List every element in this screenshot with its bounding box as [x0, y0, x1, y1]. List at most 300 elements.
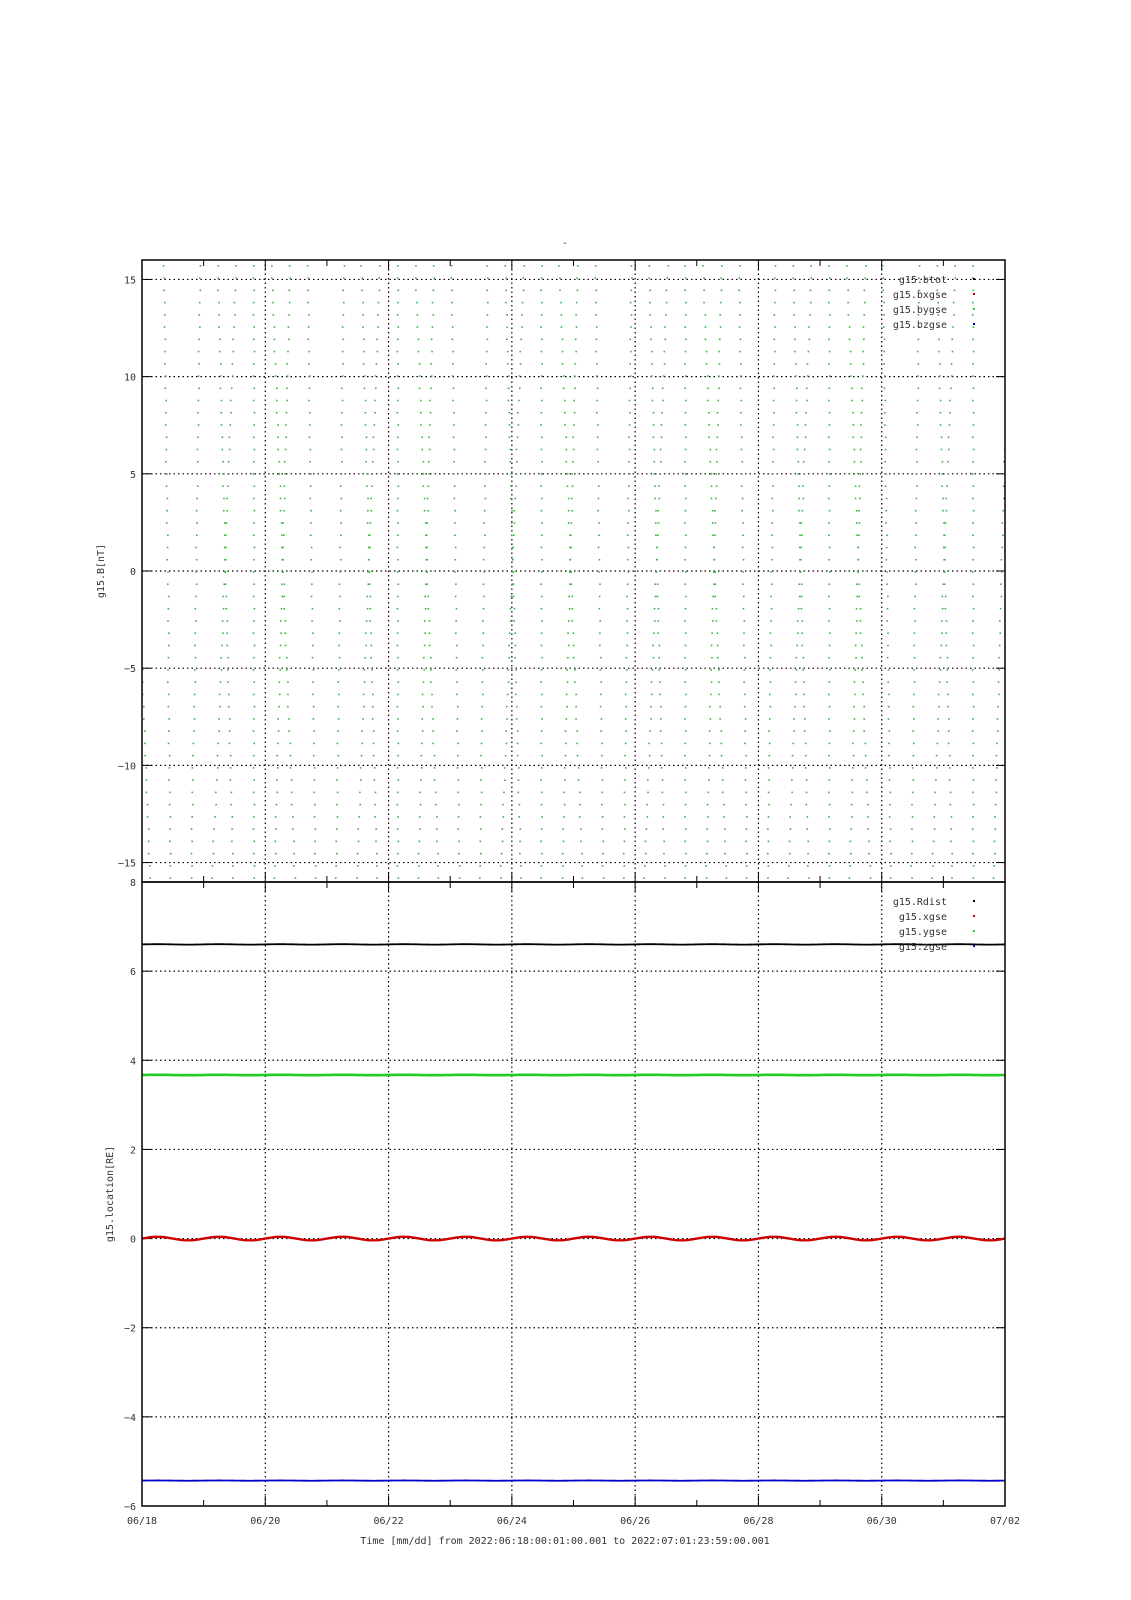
data-point	[579, 792, 581, 794]
data-point	[314, 779, 316, 781]
data-point	[685, 473, 687, 475]
data-point	[800, 571, 802, 573]
data-point	[429, 645, 431, 647]
data-point	[972, 375, 974, 377]
data-point	[253, 314, 255, 316]
data-point	[278, 706, 280, 708]
data-point	[564, 767, 566, 769]
data-point	[281, 596, 283, 598]
data-point	[310, 473, 312, 475]
data-point	[740, 363, 742, 365]
data-point	[431, 694, 433, 696]
data-point	[519, 828, 521, 830]
data-point	[357, 853, 359, 855]
data-point	[576, 277, 578, 279]
data-point	[198, 339, 200, 341]
data-point	[276, 755, 278, 757]
data-point	[569, 547, 571, 549]
data-point	[941, 620, 943, 622]
data-point	[486, 400, 488, 402]
data-point	[397, 767, 399, 769]
data-point	[279, 657, 281, 659]
data-point	[522, 277, 524, 279]
data-point	[540, 485, 542, 487]
data-point	[953, 302, 955, 304]
data-point	[773, 424, 775, 426]
data-point	[774, 326, 776, 328]
data-point	[373, 449, 375, 451]
data-point	[572, 596, 574, 598]
data-point	[342, 290, 344, 292]
data-point	[429, 449, 431, 451]
data-point	[363, 706, 365, 708]
data-point	[666, 290, 668, 292]
data-point	[598, 534, 600, 536]
data-point	[367, 608, 369, 610]
data-point	[884, 387, 886, 389]
data-point	[810, 290, 812, 292]
data-point	[684, 559, 686, 561]
data-point	[339, 571, 341, 573]
data-point	[801, 632, 803, 634]
data-point	[421, 718, 423, 720]
data-point	[629, 400, 631, 402]
data-point	[653, 436, 655, 438]
data-point	[685, 375, 687, 377]
data-point	[562, 828, 564, 830]
data-point	[955, 277, 957, 279]
data-point	[288, 730, 290, 732]
data-point	[397, 596, 399, 598]
data-point	[197, 449, 199, 451]
data-point	[513, 620, 515, 622]
data-point	[998, 694, 1000, 696]
data-point	[627, 632, 629, 634]
data-point	[483, 583, 485, 585]
data-point	[938, 339, 940, 341]
data-point	[773, 375, 775, 377]
data-point	[850, 351, 852, 353]
data-point	[576, 326, 578, 328]
data-point	[195, 681, 197, 683]
data-point	[574, 412, 576, 414]
data-point	[625, 718, 627, 720]
data-point	[198, 363, 200, 365]
data-point	[519, 351, 521, 353]
data-point	[148, 828, 150, 830]
data-point	[566, 669, 568, 671]
data-point	[829, 571, 831, 573]
data-point	[376, 853, 378, 855]
data-point	[513, 596, 515, 598]
data-point	[541, 730, 543, 732]
data-point	[796, 387, 798, 389]
data-point	[598, 498, 600, 500]
data-point	[684, 743, 686, 745]
data-point	[803, 498, 805, 500]
data-point	[220, 681, 222, 683]
data-point	[541, 461, 543, 463]
data-point	[308, 400, 310, 402]
data-point	[862, 681, 864, 683]
data-point	[212, 865, 214, 867]
data-point	[426, 583, 428, 585]
data-point	[852, 767, 854, 769]
data-point	[313, 730, 315, 732]
data-point	[313, 755, 315, 757]
data-point	[883, 351, 885, 353]
data-point	[854, 681, 856, 683]
data-point	[286, 400, 288, 402]
data-point	[580, 828, 582, 830]
data-point	[314, 841, 316, 843]
data-point	[805, 767, 807, 769]
data-point	[829, 743, 831, 745]
data-point	[541, 265, 543, 267]
data-point	[452, 326, 454, 328]
data-point	[973, 424, 975, 426]
data-point	[652, 669, 654, 671]
data-point	[279, 473, 281, 475]
data-point	[541, 645, 543, 647]
data-point	[596, 375, 598, 377]
data-point	[804, 449, 806, 451]
data-point	[311, 620, 313, 622]
data-point	[742, 522, 744, 524]
data-point	[313, 743, 315, 745]
data-point	[308, 363, 310, 365]
data-point	[862, 694, 864, 696]
data-point	[568, 510, 570, 512]
data-point	[803, 681, 805, 683]
data-point	[398, 290, 400, 292]
data-point	[376, 865, 378, 867]
data-point	[232, 877, 234, 879]
data-point	[426, 522, 428, 524]
data-point	[626, 657, 628, 659]
data-point	[846, 265, 848, 267]
data-point	[662, 779, 664, 781]
data-point	[918, 339, 920, 341]
data-point	[192, 755, 194, 757]
data-point	[774, 339, 776, 341]
data-point	[456, 694, 458, 696]
data-point	[651, 351, 653, 353]
data-point	[649, 755, 651, 757]
data-point	[828, 461, 830, 463]
data-point	[657, 510, 659, 512]
data-point	[228, 694, 230, 696]
data-point	[829, 547, 831, 549]
data-point	[577, 755, 579, 757]
data-point	[829, 865, 831, 867]
data-point	[371, 669, 373, 671]
data-point	[367, 596, 369, 598]
data-point	[366, 436, 368, 438]
data-point	[286, 387, 288, 389]
data-point	[945, 596, 947, 598]
data-point	[771, 534, 773, 536]
data-point	[288, 290, 290, 292]
data-point	[510, 449, 512, 451]
data-point	[807, 816, 809, 818]
data-point	[859, 522, 861, 524]
data-point	[217, 290, 219, 292]
data-point	[310, 449, 312, 451]
data-point	[228, 706, 230, 708]
data-point	[722, 779, 724, 781]
data-point	[806, 400, 808, 402]
data-point	[685, 436, 687, 438]
data-point	[230, 412, 232, 414]
data-point	[864, 277, 866, 279]
data-point	[829, 730, 831, 732]
data-point	[277, 767, 279, 769]
data-point	[168, 657, 170, 659]
data-point	[950, 841, 952, 843]
data-point	[454, 510, 456, 512]
data-point	[626, 645, 628, 647]
data-point	[657, 596, 659, 598]
data-point	[666, 302, 668, 304]
data-point	[541, 792, 543, 794]
data-point	[912, 816, 914, 818]
data-point	[419, 841, 421, 843]
data-point	[793, 730, 795, 732]
data-point	[711, 657, 713, 659]
data-point	[802, 510, 804, 512]
data-point	[337, 730, 339, 732]
data-point	[801, 522, 803, 524]
data-point	[275, 853, 277, 855]
data-point	[368, 534, 370, 536]
data-point	[292, 816, 294, 818]
data-point	[807, 853, 809, 855]
data-point	[684, 485, 686, 487]
location-panel	[105, 878, 1005, 1513]
data-point	[192, 804, 194, 806]
data-point	[479, 841, 481, 843]
data-point	[685, 865, 687, 867]
data-point	[946, 645, 948, 647]
data-point	[166, 436, 168, 438]
data-point	[772, 510, 774, 512]
data-point	[398, 841, 400, 843]
data-point	[374, 424, 376, 426]
data-point	[792, 743, 794, 745]
data-point	[868, 853, 870, 855]
data-point	[625, 743, 627, 745]
data-point	[566, 718, 568, 720]
data-point	[643, 877, 645, 879]
data-point	[721, 290, 723, 292]
data-point	[522, 302, 524, 304]
data-point	[888, 755, 890, 757]
data-point	[947, 473, 949, 475]
data-point	[510, 620, 512, 622]
data-point	[282, 522, 284, 524]
data-point	[511, 510, 513, 512]
data-point	[423, 473, 425, 475]
data-point	[253, 400, 255, 402]
data-point	[885, 522, 887, 524]
data-point	[973, 706, 975, 708]
data-point	[805, 436, 807, 438]
data-point	[568, 645, 570, 647]
data-point	[685, 449, 687, 451]
data-point	[745, 841, 747, 843]
data-point	[741, 436, 743, 438]
data-point	[911, 853, 913, 855]
data-point	[480, 804, 482, 806]
data-point	[515, 485, 517, 487]
legend-marker	[973, 945, 975, 947]
data-point	[856, 583, 858, 585]
data-point	[574, 669, 576, 671]
data-point	[993, 865, 995, 867]
data-point	[870, 877, 872, 879]
data-point	[506, 706, 508, 708]
data-point	[509, 412, 511, 414]
data-point	[286, 436, 288, 438]
data-point	[659, 681, 661, 683]
data-point	[567, 485, 569, 487]
data-point	[715, 473, 717, 475]
data-point	[864, 302, 866, 304]
data-point	[417, 326, 419, 328]
data-point	[502, 816, 504, 818]
data-point	[146, 792, 148, 794]
data-point	[805, 424, 807, 426]
data-point	[569, 608, 571, 610]
data-point	[453, 412, 455, 414]
data-point	[580, 841, 582, 843]
data-point	[771, 559, 773, 561]
data-point	[418, 865, 420, 867]
data-point	[859, 583, 861, 585]
data-point	[194, 632, 196, 634]
data-point	[828, 816, 830, 818]
data-point	[1001, 559, 1003, 561]
data-point	[163, 265, 165, 267]
data-point	[793, 302, 795, 304]
data-point	[508, 400, 510, 402]
data-point	[559, 277, 561, 279]
data-point	[631, 290, 633, 292]
data-point	[706, 877, 708, 879]
data-point	[852, 424, 854, 426]
data-point	[275, 841, 277, 843]
data-point	[198, 314, 200, 316]
data-point	[853, 755, 855, 757]
data-point	[887, 596, 889, 598]
data-point	[253, 681, 255, 683]
data-point	[829, 804, 831, 806]
data-point	[540, 841, 542, 843]
data-point	[857, 571, 859, 573]
data-point	[357, 828, 359, 830]
data-point	[426, 571, 428, 573]
data-point	[828, 339, 830, 341]
data-point	[516, 461, 518, 463]
data-point	[913, 755, 915, 757]
data-point	[283, 583, 285, 585]
data-point	[742, 583, 744, 585]
data-point	[808, 877, 810, 879]
data-point	[540, 424, 542, 426]
data-point	[253, 669, 255, 671]
data-point	[711, 498, 713, 500]
data-point	[743, 645, 745, 647]
data-point	[502, 804, 504, 806]
data-point	[364, 375, 366, 377]
data-point	[540, 326, 542, 328]
data-point	[577, 265, 579, 267]
data-point	[573, 424, 575, 426]
data-point	[254, 547, 256, 549]
data-point	[451, 302, 453, 304]
data-point	[741, 473, 743, 475]
data-point	[602, 779, 604, 781]
data-point	[397, 534, 399, 536]
data-point	[364, 657, 366, 659]
data-point	[627, 559, 629, 561]
data-point	[829, 632, 831, 634]
data-point	[430, 669, 432, 671]
data-point	[310, 510, 312, 512]
data-point	[854, 461, 856, 463]
data-point	[363, 694, 365, 696]
data-point	[707, 400, 709, 402]
data-point	[343, 339, 345, 341]
data-point	[951, 877, 953, 879]
data-point	[947, 657, 949, 659]
data-point	[973, 645, 975, 647]
data-point	[229, 449, 231, 451]
data-point	[487, 277, 489, 279]
data-point	[339, 608, 341, 610]
data-point	[601, 755, 603, 757]
data-point	[601, 743, 603, 745]
data-point	[279, 669, 281, 671]
data-point	[254, 351, 256, 353]
data-point	[212, 841, 214, 843]
data-point	[287, 375, 289, 377]
data-point	[430, 657, 432, 659]
data-point	[342, 351, 344, 353]
data-point	[397, 620, 399, 622]
data-point	[231, 841, 233, 843]
data-point	[657, 534, 659, 536]
data-point	[630, 351, 632, 353]
data-point	[658, 620, 660, 622]
data-point	[315, 877, 317, 879]
data-point	[911, 877, 913, 879]
data-point	[335, 865, 337, 867]
data-point	[235, 290, 237, 292]
data-point	[566, 436, 568, 438]
data-point	[768, 755, 770, 757]
data-point	[397, 559, 399, 561]
data-point	[375, 387, 377, 389]
data-point	[811, 277, 813, 279]
data-point	[216, 779, 218, 781]
data-point	[773, 412, 775, 414]
data-point	[541, 755, 543, 757]
data-point	[195, 620, 197, 622]
data-point	[366, 473, 368, 475]
data-point	[282, 571, 284, 573]
